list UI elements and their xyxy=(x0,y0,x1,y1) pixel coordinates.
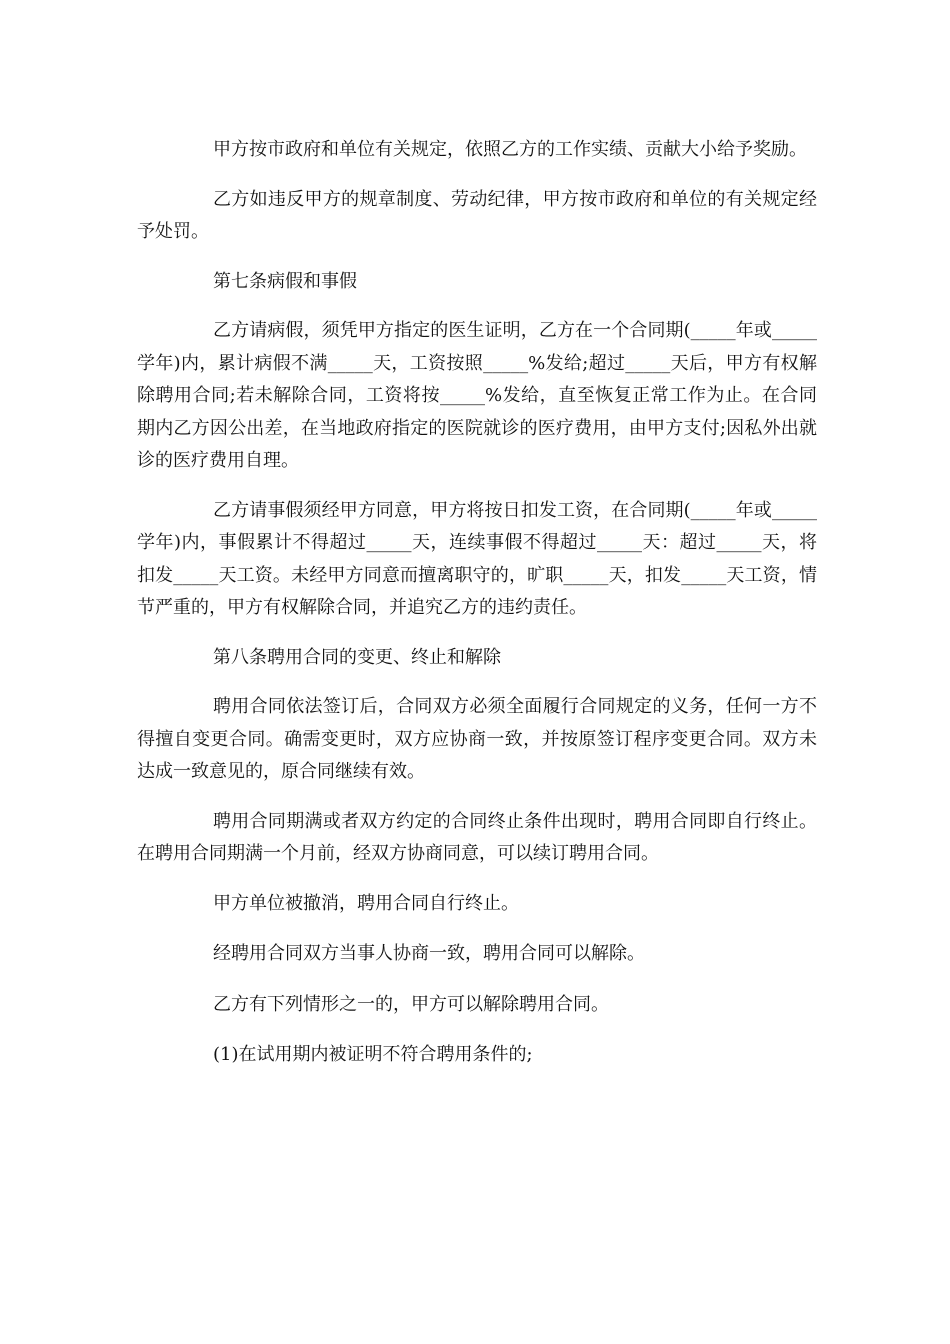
section-heading-article-7: 第七条病假和事假 xyxy=(213,270,357,292)
paragraph-personal-leave: 乙方请事假须经甲方同意，甲方将按日扣发工资，在合同期(_____年或_____学年)内，事假累计不得超过_____天，连续事假不得超过_____天：超过_____天，将扣发_____天工资。未经甲方同意而擅离职守的，旷职_____天，扣发_____天工资，情节严重的，甲方有权解除合同，并追究乙方的违约责任。 xyxy=(137,499,817,618)
paragraph-unit-revoked: 甲方单位被撤消，聘用合同自行终止。 xyxy=(213,892,519,914)
paragraph-reward: 甲方按市政府和单位有关规定，依照乙方的工作实绩、贡献大小给予奖励。 xyxy=(213,139,807,160)
paragraph-contract-termination: 聘用合同期满或者双方约定的合同终止条件出现时，聘用合同即自行终止。在聘用合同期满一个月前，经双方协商同意，可以续订聘用合同。 xyxy=(137,810,817,864)
paragraph-punishment: 乙方如违反甲方的规章制度、劳动纪律，甲方按市政府和单位的有关规定经予处罚。 xyxy=(137,188,817,242)
section-heading-article-8: 第八条聘用合同的变更、终止和解除 xyxy=(213,646,501,668)
paragraph-mutual-dissolution: 经聘用合同双方当事人协商一致，聘用合同可以解除。 xyxy=(213,943,645,964)
document-body xyxy=(137,134,817,1090)
paragraph-sick-leave: 乙方请病假，须凭甲方指定的医生证明，乙方在一个合同期(_____年或_____学年)内，累计病假不满_____天，工资按照_____%发给;超过_____天后，甲方有权解除聘用合同;若未解除合同，工资将按_____%发给，直至恢复正常工作为止。在合同期内乙方因公出差，在当地政府指定的医院就诊的医疗费用，由甲方支付;因私外出就诊的医疗费用自理。 xyxy=(137,320,817,471)
paragraph-contract-change: 聘用合同依法签订后，合同双方必须全面履行合同规定的义务，任何一方不得擅自变更合同。确需变更时，双方应协商一致，并按原签订程序变更合同。双方未达成一致意见的，原合同继续有效。 xyxy=(137,696,817,782)
list-item-probation: (1)在试用期内被证明不符合聘用条件的; xyxy=(213,1044,533,1065)
paragraph-dissolution-conditions: 乙方有下列情形之一的，甲方可以解除聘用合同。 xyxy=(213,993,609,1015)
